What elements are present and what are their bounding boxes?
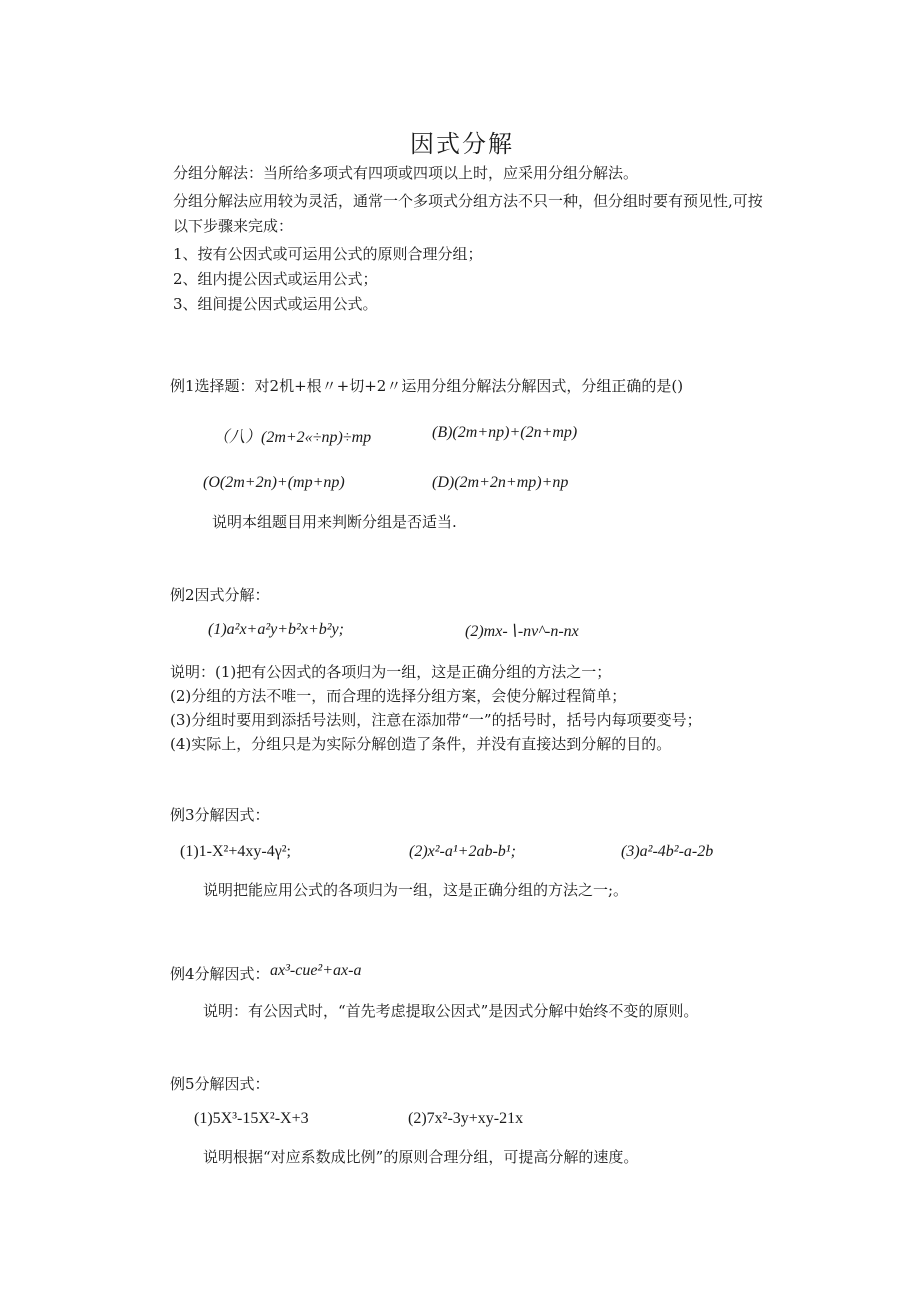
- example-5-note: 说明根据“对应系数成比例”的原则合理分组，可提高分解的速度。: [203, 1148, 639, 1166]
- example-5-problem-2: (2)7x²-3y+xy-21x: [408, 1110, 524, 1127]
- example-3-note: 说明把能应用公式的各项归为一组，这是正确分组的方法之一;。: [203, 881, 629, 899]
- intro-line-1: 分组分解法：当所给多项式有四项或四项以上时，应采用分组分解法。: [173, 164, 639, 182]
- example-1-option-c: (O(2m+2n)+(mp+np): [203, 474, 345, 491]
- step-1: 1、按有公因式或可运用公式的原则合理分组；: [173, 245, 483, 263]
- example-5-label: 例5分解因式：: [170, 1075, 270, 1093]
- example-3-problem-3: (3)a²-4b²-a-2b: [621, 843, 714, 860]
- step-3: 3、组间提公因式或运用公式。: [173, 295, 378, 313]
- example-2-note-3: (3)分组时要用到添括号法则，注意在添加带“一”的括号时，括号内每项要变号；: [170, 711, 702, 729]
- page-title: 因式分解: [410, 130, 514, 158]
- example-2-problem-2: (2)mx-∖-nv^-n-nx: [465, 623, 579, 640]
- example-5-problem-1: (1)5X³-15X²-X+3: [194, 1110, 309, 1127]
- example-1-question: 例1选择题：对2机+根〃+切+2〃运用分组分解法分解因式，分组正确的是(): [170, 377, 684, 395]
- example-2-note-4: (4)实际上，分组只是为实际分解创造了条件，并没有直接达到分解的目的。: [170, 735, 672, 753]
- example-4-expression: ax³-cue²+ax-a: [270, 962, 362, 979]
- example-2-note-1: 说明：(1)把有公因式的各项归为一组，这是正确分组的方法之一；: [170, 663, 612, 681]
- example-1-option-a: （八）(2m+2«÷np)÷mp: [213, 429, 372, 446]
- example-1-option-b: (B)(2m+np)+(2n+mp): [432, 424, 578, 441]
- example-3-label: 例3分解因式：: [170, 806, 270, 824]
- example-3-problem-2: (2)x²-a¹+2ab-b¹;: [409, 843, 516, 860]
- example-2-label: 例2因式分解：: [170, 586, 270, 604]
- intro-line-2b: 以下步骤来完成：: [173, 217, 294, 235]
- intro-line-2a: 分组分解法应用较为灵活，通常一个多项式分组方法不只一种，但分组时要有预见性,可按: [173, 192, 763, 210]
- example-2-note-2: (2)分组的方法不唯一，而合理的选择分组方案，会使分解过程简单；: [170, 687, 627, 705]
- example-1-note: 说明本组题目用来判断分组是否适当.: [212, 513, 457, 531]
- example-4-note: 说明：有公因式时，“首先考虑提取公因式”是因式分解中始终不变的原则。: [203, 1002, 699, 1020]
- step-2: 2、组内提公因式或运用公式；: [173, 270, 378, 288]
- example-1-option-d: (D)(2m+2n+mp)+np: [432, 474, 569, 491]
- example-3-problem-1: (1)1-X²+4xy-4γ²;: [180, 843, 291, 860]
- example-4-label: 例4分解因式：: [170, 965, 270, 983]
- example-2-problem-1: (1)a²x+a²y+b²x+b²y;: [208, 621, 344, 638]
